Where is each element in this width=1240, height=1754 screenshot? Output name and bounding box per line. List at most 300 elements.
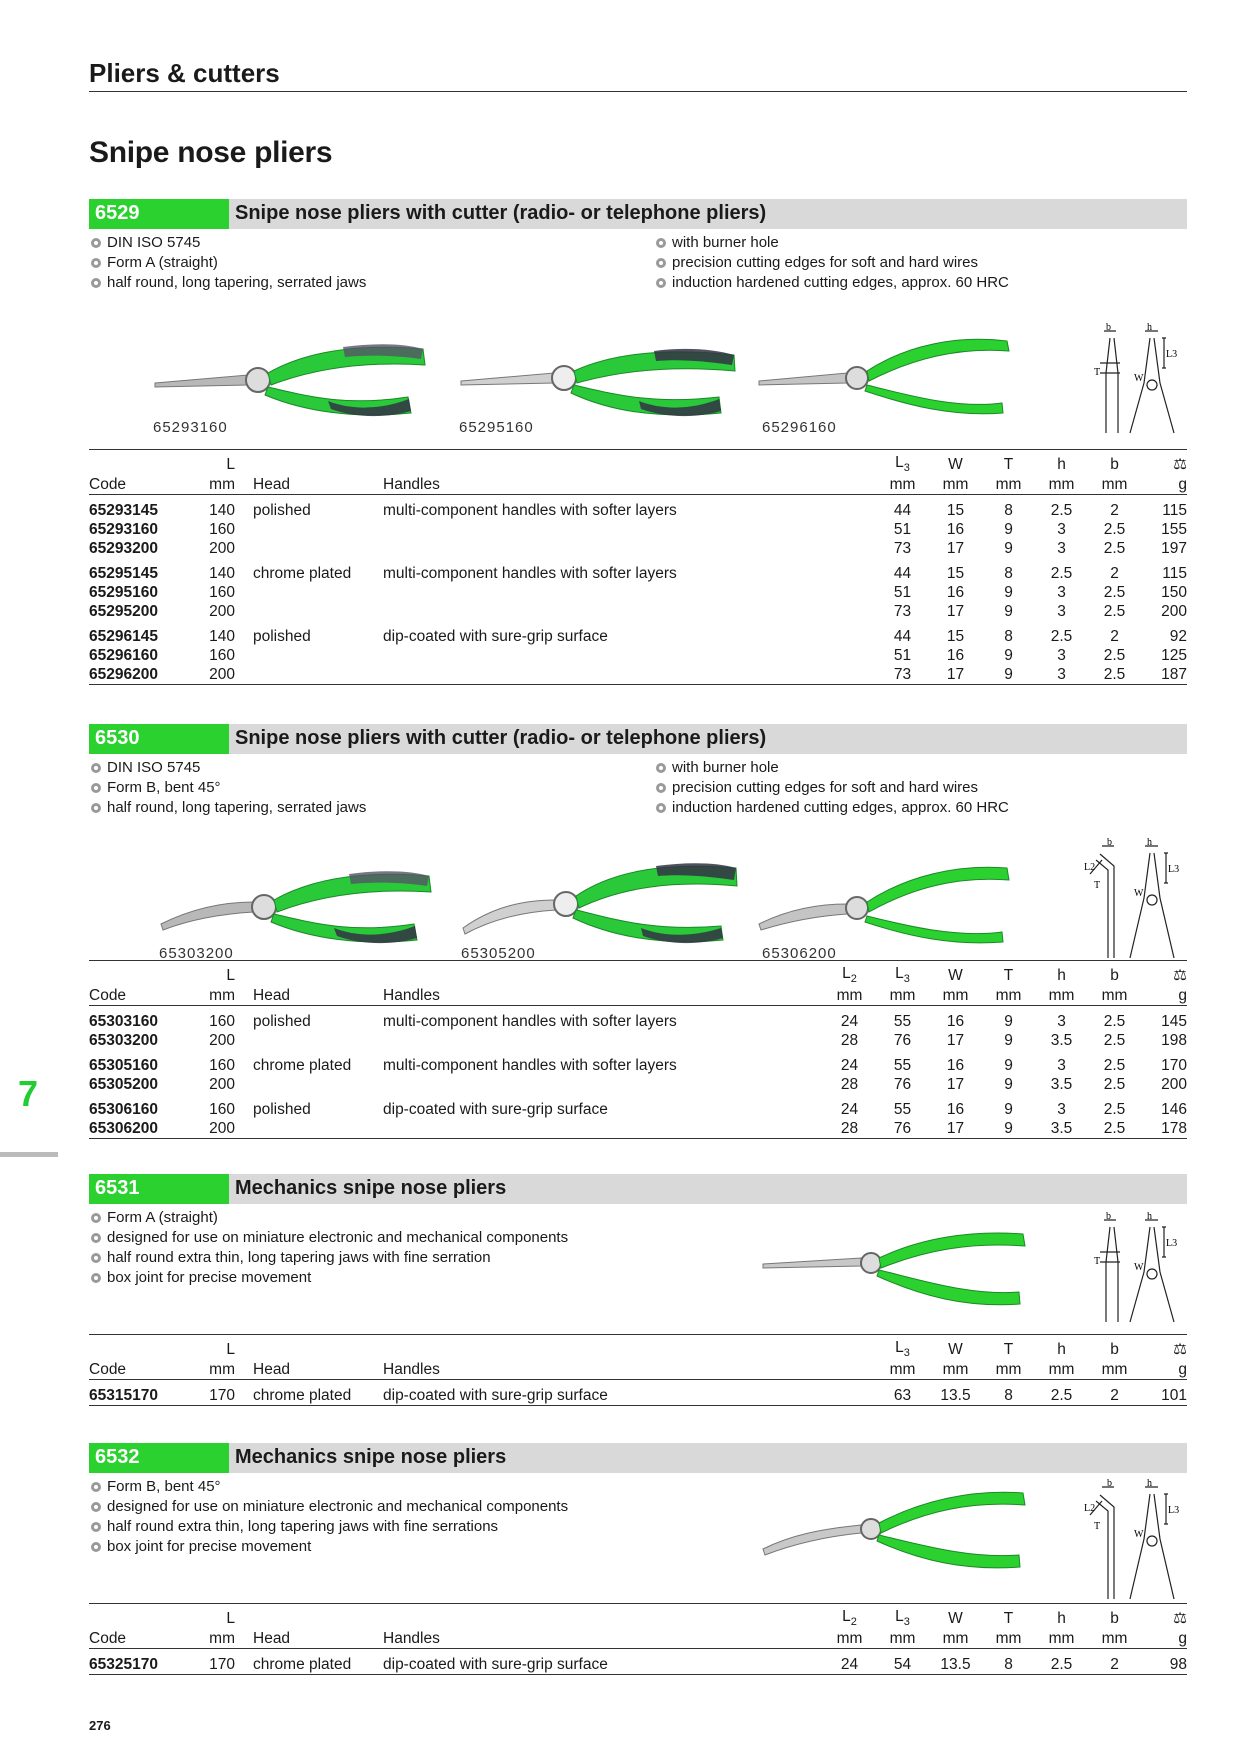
bullet-icon: [91, 1233, 101, 1243]
table-row: [89, 1094, 1187, 1119]
section-code: 6531: [89, 1174, 229, 1204]
spec-table: L $L_2$ $L_3$ W T h b ⚖ Code mm Head Handles mm mm mm mm mm mm g 65303160 160 polished multi-component handles with softer layers 24 55 16 9 3 2.5 145 65303200 200 28 76 17 9 3.5 2.5 198 65305160 160 chrome plated multi-component handles with softer layers 24 55 16 9 3 2.5 170 65305200 200 28 76 17 9 3.5 2.5 200 65306160 160 polished dip-coated with sure-grip surface 24 55 16 9 3 2.5 146 65306200 200 28 76 17 9 3.5 2.5 178: [89, 960, 1187, 1139]
cell-b: 2.5: [1103, 1031, 1126, 1049]
cell-handles: multi-component handles with softer layers: [383, 1056, 677, 1074]
bullet-icon: [656, 803, 666, 813]
table-row: [89, 583, 1187, 602]
cell-t: 8: [1004, 1655, 1013, 1673]
cell-l: 160: [209, 1012, 235, 1030]
pliers-image-chrome: [459, 325, 744, 417]
cell-h: 2.5: [1050, 1655, 1073, 1673]
cell-head: polished: [253, 501, 311, 519]
cell-h: 3: [1057, 1100, 1066, 1118]
cell-handles: dip-coated with sure-grip surface: [383, 1655, 608, 1673]
cell-t: 8: [1004, 564, 1013, 582]
cell-code: 65296200: [89, 665, 158, 683]
section-title: Snipe nose pliers with cutter (radio- or telephone pliers): [229, 199, 1187, 229]
cell-w: 15: [946, 627, 965, 645]
feature-item: half round extra thin, long tapering jaws with fine serration: [89, 1248, 568, 1268]
cell-g: 125: [1161, 646, 1187, 664]
cell-w: 16: [946, 583, 965, 601]
cell-g: 200: [1161, 602, 1187, 620]
cell-l3: 55: [893, 1100, 912, 1118]
feature-item: Form B, bent 45°: [89, 1477, 568, 1497]
cell-g: 187: [1161, 665, 1187, 683]
cell-b: 2.5: [1103, 520, 1126, 538]
cell-g: 178: [1161, 1119, 1187, 1137]
cell-w: 16: [946, 1100, 965, 1118]
bullet-icon: [656, 278, 666, 288]
feature-item: induction hardened cutting edges, approx. 60 HRC: [654, 273, 1009, 293]
cell-w: 17: [946, 1031, 965, 1049]
cell-b: 2.5: [1103, 665, 1126, 683]
cell-l: 170: [209, 1386, 235, 1404]
cell-l: 160: [209, 583, 235, 601]
cell-handles: multi-component handles with softer layers: [383, 564, 677, 582]
cell-l2: 28: [840, 1075, 859, 1093]
cell-l: 200: [209, 1075, 235, 1093]
section-title: Mechanics snipe nose pliers: [229, 1174, 1187, 1204]
diagram-label-t: T: [1094, 1256, 1101, 1267]
section-title: Snipe nose pliers with cutter (radio- or telephone pliers): [229, 724, 1187, 754]
section-header: [89, 1174, 1187, 1204]
cell-handles: [383, 539, 876, 558]
diagram-label-w: W: [1134, 1529, 1144, 1540]
cell-code: 65303160: [89, 1012, 158, 1030]
bullet-icon: [91, 238, 101, 248]
diagram-label-w: W: [1134, 373, 1144, 384]
feature-item: Form A (straight): [89, 253, 366, 273]
cell-head: chrome plated: [253, 1386, 352, 1404]
cell-w: 13.5: [940, 1655, 971, 1673]
cell-t: 9: [1004, 539, 1013, 557]
cell-code: 65293160: [89, 520, 158, 538]
cell-code: 65325170: [89, 1655, 158, 1673]
pliers-image-bent-dipcoated: [757, 858, 1017, 944]
scale-icon: ⚖: [1141, 961, 1187, 986]
cell-l3: 76: [893, 1119, 912, 1137]
scale-icon: ⚖: [1141, 1335, 1187, 1360]
section-header: [89, 199, 1187, 229]
cell-h: 3.5: [1050, 1075, 1073, 1093]
cell-code: 65303200: [89, 1031, 158, 1049]
cell-l: 170: [209, 1655, 235, 1673]
cell-head: polished: [253, 1012, 311, 1030]
pliers-image-mechanics: [761, 1224, 1041, 1308]
feature-item: induction hardened cutting edges, approx. 60 HRC: [654, 798, 1009, 818]
table-row: [89, 1031, 1187, 1050]
cell-g: 200: [1161, 1075, 1187, 1093]
cell-t: 9: [1004, 1012, 1013, 1030]
cell-h: 3: [1057, 1056, 1066, 1074]
category-title: Pliers & cutters: [89, 58, 280, 88]
cell-h: 3: [1057, 583, 1066, 601]
cell-t: 9: [1004, 646, 1013, 664]
cell-h: 3.5: [1050, 1119, 1073, 1137]
feature-item: precision cutting edges for soft and hard wires: [654, 778, 1009, 798]
cell-l2: 24: [840, 1012, 859, 1030]
diagram-label-b: b: [1106, 323, 1111, 333]
bullet-icon: [656, 258, 666, 268]
cell-head: [235, 1031, 383, 1050]
cell-t: 9: [1004, 1031, 1013, 1049]
cell-l2: 24: [840, 1100, 859, 1118]
cell-l: 160: [209, 520, 235, 538]
diagram-label-l3: L3: [1168, 864, 1180, 875]
table-row: [89, 494, 1187, 520]
bullet-icon: [91, 1522, 101, 1532]
cell-t: 9: [1004, 1119, 1013, 1137]
diagram-label-b: b: [1107, 1479, 1112, 1489]
diagram-label-t: T: [1094, 880, 1101, 891]
cell-head: [235, 665, 383, 685]
cell-code: 65295160: [89, 583, 158, 601]
feature-column-right: [654, 758, 1009, 818]
table-row: [89, 1050, 1187, 1075]
section-6531: [89, 1174, 1187, 1404]
cell-handles: [383, 646, 876, 665]
feature-item: box joint for precise movement: [89, 1537, 568, 1557]
cell-l: 140: [209, 564, 235, 582]
cell-handles: multi-component handles with softer layers: [383, 501, 677, 519]
cell-head: chrome plated: [253, 1655, 352, 1673]
spec-table: L $L_3$ W T h b ⚖ Code mm Head Handles mm mm mm mm mm g 65293145 140 polished multi-component handles with softer layers 44 15 8 2.5 2 115 65293160 160 51 16 9 3 2.5 155 65293200 200 73 17 9 3 2.5 197 65295145 140 chrome plated multi-component handles with softer layers 44 15 8 2.5 2 115 65295160 160 51 16 9 3 2.5 150 65295200 200 73 17 9 3 2.5 200 65296145 140 polished dip-coated with sure-grip surface 44 15 8 2.5 2 92 65296160 160 51 16 9 3 2.5 125 65296200 200 73 17 9 3 2.5 187: [89, 449, 1187, 685]
feature-item: designed for use on miniature electronic and mechanical components: [89, 1497, 568, 1517]
cell-t: 8: [1004, 1386, 1013, 1404]
table-row: [89, 1075, 1187, 1094]
cell-l3: 73: [893, 665, 912, 683]
feature-column-left: [89, 1477, 568, 1557]
cell-l3: 76: [893, 1031, 912, 1049]
diagram-label-h: h: [1147, 323, 1152, 333]
diagram-label-b: b: [1107, 838, 1112, 848]
cell-l3: 55: [893, 1012, 912, 1030]
cell-handles: dip-coated with sure-grip surface: [383, 1386, 608, 1404]
cell-t: 8: [1004, 501, 1013, 519]
table-row: [89, 1119, 1187, 1139]
bullet-icon: [91, 763, 101, 773]
table-row: [89, 539, 1187, 558]
cell-l3: 44: [893, 564, 912, 582]
table-row: [89, 665, 1187, 685]
cell-l2: 24: [840, 1056, 859, 1074]
bullet-icon: [91, 1482, 101, 1492]
cell-h: 3: [1057, 1012, 1066, 1030]
image-label: 65295160: [459, 419, 534, 436]
dimension-drawing-bent: [1082, 838, 1182, 960]
cell-l3: 44: [893, 627, 912, 645]
cell-g: 150: [1161, 583, 1187, 601]
bullet-icon: [656, 763, 666, 773]
cell-g: 197: [1161, 539, 1187, 557]
table-row: [89, 558, 1187, 583]
category-rule: [89, 91, 1187, 92]
table-row: [89, 1648, 1187, 1674]
cell-g: 155: [1161, 520, 1187, 538]
bullet-icon: [91, 258, 101, 268]
feature-item: designed for use on miniature electronic and mechanical components: [89, 1228, 568, 1248]
bullet-icon: [91, 1502, 101, 1512]
page-number: 276: [89, 1718, 111, 1733]
table-row: [89, 602, 1187, 621]
cell-g: 115: [1162, 564, 1187, 582]
cell-g: 98: [1169, 1655, 1187, 1673]
pliers-image-bent-chrome: [461, 848, 746, 944]
bullet-icon: [91, 1213, 101, 1223]
cell-h: 3: [1057, 646, 1066, 664]
cell-w: 16: [946, 646, 965, 664]
diagram-label-l3: L3: [1168, 1505, 1180, 1516]
diagram-label-l3: L3: [1166, 1238, 1178, 1249]
diagram-label-h: h: [1147, 1212, 1152, 1222]
cell-code: 65306200: [89, 1119, 158, 1137]
pliers-image-dipcoated: [757, 325, 1017, 417]
cell-l: 200: [209, 1031, 235, 1049]
cell-code: 65293145: [89, 501, 158, 519]
cell-l2: 28: [840, 1031, 859, 1049]
cell-l: 160: [209, 1056, 235, 1074]
section-code: 6530: [89, 724, 229, 754]
cell-b: 2.5: [1103, 646, 1126, 664]
cell-h: 3: [1057, 602, 1066, 620]
cell-h: 3: [1057, 539, 1066, 557]
scale-icon: ⚖: [1141, 450, 1187, 475]
cell-l: 160: [209, 1100, 235, 1118]
bullet-icon: [91, 1253, 101, 1263]
table-row: [89, 646, 1187, 665]
cell-b: 2.5: [1103, 1056, 1126, 1074]
cell-b: 2.5: [1103, 1012, 1126, 1030]
pliers-image-multicomponent: [153, 325, 438, 417]
cell-b: 2: [1110, 627, 1119, 645]
image-label: 65306200: [762, 945, 837, 962]
bullet-icon: [91, 278, 101, 288]
cell-handles: [383, 1075, 823, 1094]
cell-w: 17: [946, 1119, 965, 1137]
cell-h: 2.5: [1050, 564, 1073, 582]
cell-l3: 44: [893, 501, 912, 519]
cell-l3: 54: [893, 1655, 912, 1673]
cell-code: 65315170: [89, 1386, 158, 1404]
cell-l: 140: [209, 627, 235, 645]
cell-w: 17: [946, 539, 965, 557]
diagram-label-t: T: [1094, 1521, 1101, 1532]
cell-w: 16: [946, 1056, 965, 1074]
cell-h: 2.5: [1050, 627, 1073, 645]
section-code: 6532: [89, 1443, 229, 1473]
feature-item: Form A (straight): [89, 1208, 568, 1228]
section-6532: [89, 1443, 1187, 1673]
cell-handles: [383, 665, 876, 685]
cell-head: chrome plated: [253, 564, 352, 582]
cell-code: 65305160: [89, 1056, 158, 1074]
bullet-icon: [91, 1273, 101, 1283]
cell-handles: [383, 602, 876, 621]
cell-handles: [383, 520, 876, 539]
feature-item: with burner hole: [654, 233, 1009, 253]
table-row: [89, 1005, 1187, 1031]
cell-h: 3: [1057, 520, 1066, 538]
cell-b: 2.5: [1103, 539, 1126, 557]
cell-l3: 76: [893, 1075, 912, 1093]
cell-l3: 55: [893, 1056, 912, 1074]
cell-handles: [383, 583, 876, 602]
diagram-label-w: W: [1134, 888, 1144, 899]
image-label: 65296160: [762, 419, 837, 436]
cell-head: [235, 646, 383, 665]
cell-code: 65296145: [89, 627, 158, 645]
cell-b: 2.5: [1103, 1075, 1126, 1093]
cell-t: 8: [1004, 627, 1013, 645]
cell-l3: 51: [893, 646, 912, 664]
cell-handles: [383, 1119, 823, 1139]
feature-item: half round extra thin, long tapering jaws with fine serrations: [89, 1517, 568, 1537]
cell-head: [235, 539, 383, 558]
feature-column-right: [654, 233, 1009, 293]
cell-l: 200: [209, 539, 235, 557]
section-code: 6529: [89, 199, 229, 229]
cell-l2: 28: [840, 1119, 859, 1137]
cell-h: 2.5: [1050, 1386, 1073, 1404]
cell-l: 200: [209, 1119, 235, 1137]
cell-b: 2.5: [1103, 1100, 1126, 1118]
cell-g: 145: [1161, 1012, 1187, 1030]
cell-g: 92: [1169, 627, 1187, 645]
cell-code: 65293200: [89, 539, 158, 557]
chapter-marker: [0, 1152, 58, 1157]
cell-handles: dip-coated with sure-grip surface: [383, 1100, 608, 1118]
cell-l3: 63: [893, 1386, 912, 1404]
dimension-drawing: [1090, 1212, 1182, 1326]
diagram-label-b: b: [1106, 1212, 1111, 1222]
cell-b: 2.5: [1103, 602, 1126, 620]
cell-code: 65306160: [89, 1100, 158, 1118]
spec-table: L $L_3$ W T h b ⚖ Code mm Head Handles mm mm mm mm mm g 65315170 170 chrome plated dip-coated with sure-grip surface 63 13.5 8 2.5 2 101: [89, 1334, 1187, 1406]
pliers-image-mechanics-bent: [761, 1483, 1041, 1573]
cell-b: 2: [1110, 1655, 1119, 1673]
cell-handles: [383, 1031, 823, 1050]
cell-b: 2.5: [1103, 1119, 1126, 1137]
cell-handles: dip-coated with sure-grip surface: [383, 627, 608, 645]
cell-t: 9: [1004, 583, 1013, 601]
diagram-label-h: h: [1147, 838, 1152, 848]
cell-l3: 51: [893, 520, 912, 538]
image-label: 65305200: [461, 945, 536, 962]
feature-item: box joint for precise movement: [89, 1268, 568, 1288]
bullet-icon: [91, 803, 101, 813]
cell-t: 9: [1004, 520, 1013, 538]
cell-head: [235, 1075, 383, 1094]
feature-item: half round, long tapering, serrated jaws: [89, 273, 366, 293]
feature-column-left: [89, 758, 366, 818]
cell-w: 17: [946, 602, 965, 620]
cell-head: chrome plated: [253, 1056, 352, 1074]
feature-item: DIN ISO 5745: [89, 758, 366, 778]
cell-t: 9: [1004, 665, 1013, 683]
feature-item: half round, long tapering, serrated jaws: [89, 798, 366, 818]
section-header: [89, 1443, 1187, 1473]
cell-code: 65296160: [89, 646, 158, 664]
section-title: Mechanics snipe nose pliers: [229, 1443, 1187, 1473]
dimension-drawing: [1090, 323, 1182, 437]
bullet-icon: [91, 783, 101, 793]
feature-item: precision cutting edges for soft and hard wires: [654, 253, 1009, 273]
cell-g: 170: [1161, 1056, 1187, 1074]
cell-l3: 51: [893, 583, 912, 601]
cell-g: 198: [1161, 1031, 1187, 1049]
cell-w: 17: [946, 665, 965, 683]
feature-item: Form B, bent 45°: [89, 778, 366, 798]
bullet-icon: [656, 783, 666, 793]
table-row: [89, 520, 1187, 539]
cell-w: 16: [946, 1012, 965, 1030]
table-row: [89, 621, 1187, 646]
diagram-label-h: h: [1147, 1479, 1152, 1489]
cell-w: 16: [946, 520, 965, 538]
chapter-number: 7: [18, 1073, 39, 1114]
cell-l: 200: [209, 602, 235, 620]
cell-b: 2: [1110, 501, 1119, 519]
cell-w: 15: [946, 564, 965, 582]
cell-l: 160: [209, 646, 235, 664]
dimension-drawing-bent: [1082, 1479, 1182, 1601]
cell-g: 146: [1161, 1100, 1187, 1118]
diagram-label-l2: L2: [1084, 1503, 1096, 1514]
cell-handles: multi-component handles with softer layers: [383, 1012, 677, 1030]
cell-t: 9: [1004, 1100, 1013, 1118]
feature-item: DIN ISO 5745: [89, 233, 366, 253]
diagram-label-w: W: [1134, 1262, 1144, 1273]
cell-g: 101: [1161, 1386, 1187, 1404]
cell-l3: 73: [893, 539, 912, 557]
cell-h: 3: [1057, 665, 1066, 683]
cell-b: 2: [1110, 564, 1119, 582]
cell-g: 115: [1162, 501, 1187, 519]
section-header: [89, 724, 1187, 754]
cell-head: [235, 1119, 383, 1139]
diagram-label-l3: L3: [1166, 349, 1178, 360]
cell-code: 65295200: [89, 602, 158, 620]
page-title: Snipe nose pliers: [89, 136, 333, 169]
image-label: 65303200: [159, 945, 234, 962]
diagram-label-l2: L2: [1084, 862, 1096, 873]
section-6530: [89, 724, 1187, 1137]
spec-table: L $L_2$ $L_3$ W T h b ⚖ Code mm Head Handles mm mm mm mm mm mm g 65325170 170 chrome plated dip-coated with sure-grip surface 24 54 13.5 8 2.5 2 98: [89, 1603, 1187, 1675]
cell-code: 65305200: [89, 1075, 158, 1093]
cell-l: 140: [209, 501, 235, 519]
feature-column-left: [89, 233, 366, 293]
cell-l2: 24: [840, 1655, 859, 1673]
cell-head: [235, 520, 383, 539]
cell-head: [235, 583, 383, 602]
image-label: 65293160: [153, 419, 228, 436]
cell-code: 65295145: [89, 564, 158, 582]
table-row: [89, 1379, 1187, 1405]
cell-w: 17: [946, 1075, 965, 1093]
cell-l3: 73: [893, 602, 912, 620]
diagram-label-t: T: [1094, 367, 1101, 378]
cell-h: 2.5: [1050, 501, 1073, 519]
cell-head: polished: [253, 627, 311, 645]
cell-head: polished: [253, 1100, 311, 1118]
cell-b: 2: [1110, 1386, 1119, 1404]
section-6529: [89, 199, 1187, 683]
cell-t: 9: [1004, 602, 1013, 620]
cell-t: 9: [1004, 1075, 1013, 1093]
pliers-image-bent-multicomponent: [159, 852, 444, 944]
bullet-icon: [91, 1542, 101, 1552]
cell-w: 13.5: [940, 1386, 971, 1404]
